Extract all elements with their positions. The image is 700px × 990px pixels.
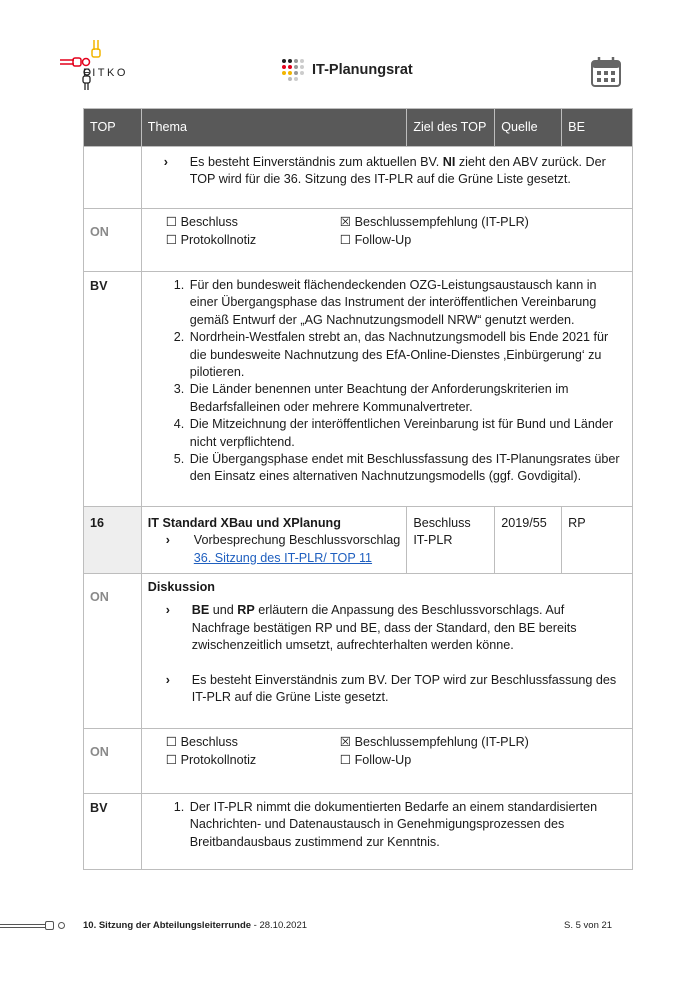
col-top: TOP	[84, 109, 142, 147]
page-header	[0, 40, 700, 92]
table-row	[84, 794, 633, 870]
list-item: 4. Die Mitzeichnung der interöffentlichen Vereinbarung ist für Bund und Länder nicht verpflichtend.	[188, 416, 624, 451]
list-item: 1. Der IT-PLR nimmt die dokumentierten Bedarfe an einem standardisierten Nachrichten- und Datenaustausch in Genehmigungsprozessen des Breitbandausbaus zustimmend zur Kenntnis.	[188, 799, 624, 851]
col-ziel: Ziel des TOP	[407, 109, 495, 147]
checkbox-beschlussempfehlung[interactable]: ☒ Beschlussempfehlung (IT-PLR)	[339, 215, 529, 229]
checkbox-protokollnotiz[interactable]: ☐ Protokollnotiz	[165, 753, 257, 768]
agenda-table	[83, 108, 633, 870]
list-item: › Vorbesprechung Beschlussvorschlag 36. Sitzung des IT-PLR/ TOP 11	[148, 532, 401, 567]
footer-box-icon	[45, 921, 54, 930]
table-row	[84, 209, 633, 272]
checkbox-group	[142, 734, 632, 770]
footer-circle-icon	[58, 922, 65, 929]
col-quelle: Quelle	[495, 109, 562, 147]
table-row	[84, 574, 633, 729]
bv-label: BV	[84, 272, 142, 507]
table-header-row	[84, 109, 633, 147]
itplr-title: IT-Planungsrat	[312, 62, 413, 78]
on-label: ON	[84, 729, 142, 794]
checkbox-group	[142, 214, 632, 250]
top-16-row	[84, 507, 633, 574]
list-item: 2. Nordrhein-Westfalen strebt an, das Nachnutzungsmodell bis Ende 2021 für die bundesweite Nachnutzung des EfA-Online-Dienstes ‚Einbürgerung‘ zu pilotieren.	[188, 329, 624, 381]
on-label: ON	[84, 209, 142, 272]
footer-title: 10. Sitzung der Abteilungsleiterrunde - 28.10.2021	[83, 920, 308, 931]
be-cell: RP	[562, 507, 633, 574]
chevron-right-icon: ›	[165, 533, 170, 548]
checkbox-empty-icon: ☐	[165, 753, 178, 768]
fitko-logo-icon	[60, 40, 140, 90]
chevron-right-icon: ›	[165, 672, 170, 687]
checkbox-empty-icon: ☐	[165, 735, 178, 749]
checkbox-beschluss[interactable]: ☐ Beschluss	[165, 215, 238, 229]
checkbox-beschlussempfehlung[interactable]: ☒ Beschlussempfehlung (IT-PLR)	[339, 735, 529, 749]
bv-list	[142, 799, 632, 851]
chevron-right-icon: ›	[163, 155, 168, 169]
checkbox-empty-icon: ☐	[165, 233, 178, 248]
checkbox-beschluss[interactable]: ☐ Beschluss	[165, 735, 238, 749]
col-be: BE	[562, 109, 633, 147]
list-item: › Es besteht Einverständnis zum aktuellen BV. NI zieht den ABV zurück. Der TOP wird für die 36. Sitzung des IT-PLR auf die Grüne Liste gesetzt.	[164, 154, 624, 189]
table-row	[84, 272, 633, 507]
table-row	[84, 729, 633, 794]
topic-title: IT Standard XBau und XPlanung	[147, 516, 341, 530]
list-item: 1. Für den bundesweit flächendeckenden OZG-Leistungsaustausch kann in einer Übergangsphase das Instrument der interöffentlichen Vereinbarung gemäß Entwurf der „AG Nachnutzungsmodell NRW“ genutzt werden.	[188, 277, 624, 329]
bv-list	[142, 277, 632, 486]
checkbox-protokollnotiz[interactable]: ☐ Protokollnotiz	[165, 233, 257, 248]
fitko-wordmark: FITKO	[83, 67, 128, 79]
list-item: 3. Die Länder benennen unter Beachtung der Anforderungskriterien im Bedarfsfalleinen oder mehrere Kommunalvertreter.	[188, 381, 624, 416]
ziel-cell: Beschluss IT-PLR	[407, 507, 495, 574]
diskussion-heading: Diskussion	[147, 580, 215, 594]
col-thema: Thema	[141, 109, 407, 147]
checkbox-follow-up[interactable]: ☐ Follow-Up	[339, 233, 412, 248]
bv-label: BV	[84, 794, 142, 870]
calendar-icon	[590, 56, 622, 88]
quelle-cell: 2019/55	[495, 507, 562, 574]
chevron-right-icon: ›	[165, 603, 170, 618]
page-footer	[0, 918, 700, 934]
footer-line-icon	[0, 924, 46, 928]
checkbox-empty-icon: ☐	[339, 753, 352, 768]
page-number: S. 5 von 21	[564, 920, 613, 931]
list-item: › BE und RP erläutern die Anpassung des Beschlussvorschlags. Auf Nachfrage bestätigen RP und BE, dass der Standard, den BE bereits zwischenzeitlich umsetzt, aufrechterhalten werden könne.	[148, 602, 624, 654]
checkbox-follow-up[interactable]: ☐ Follow-Up	[339, 753, 412, 768]
itplr-logo	[282, 58, 413, 82]
checkbox-empty-icon: ☐	[339, 233, 352, 248]
checkbox-checked-icon: ☒	[339, 735, 352, 749]
table-row	[84, 147, 633, 209]
top-number: 16	[84, 507, 142, 574]
list-item: › Es besteht Einverständnis zum BV. Der TOP wird zur Beschlussfassung des IT-PLR auf die Grüne Liste gesetzt.	[148, 672, 624, 707]
checkbox-empty-icon: ☐	[165, 215, 178, 229]
itplr-dots-icon	[282, 59, 304, 81]
session-link[interactable]: 36. Sitzung des IT-PLR/ TOP 11	[193, 550, 373, 565]
on-label: ON	[84, 574, 142, 729]
checkbox-checked-icon: ☒	[339, 215, 352, 229]
list-item: 5. Die Übergangsphase endet mit Beschlussfassung des IT-Planungsrates über den Einsatz eines alternativen Nachnutzungsmodells (ggf. Govdigital).	[188, 451, 624, 486]
